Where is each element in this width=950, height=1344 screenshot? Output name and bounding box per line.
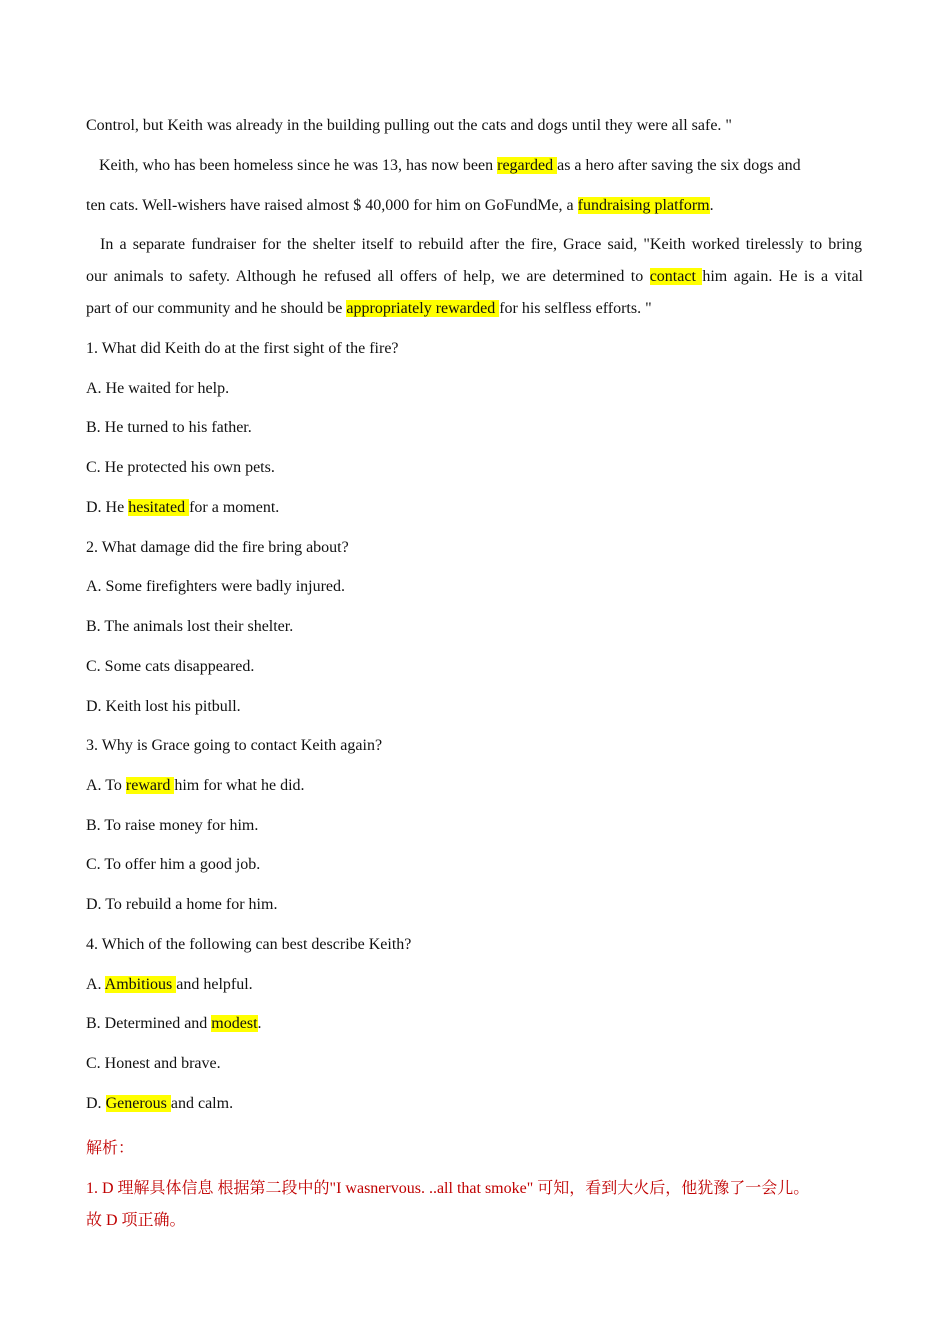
passage-text: our animals to safety. Although he refused all offers of help, we are determined to bbox=[86, 268, 650, 285]
option-text: B. Determined and bbox=[86, 1015, 212, 1032]
answer-option: D. Keith lost his pitbull. bbox=[86, 698, 241, 715]
option-text: him for what he did. bbox=[174, 777, 305, 794]
option-text: D. bbox=[86, 1095, 106, 1112]
answer-option bbox=[86, 1095, 233, 1113]
answer-option bbox=[86, 1015, 262, 1033]
answer-option: B. To raise money for him. bbox=[86, 817, 259, 834]
passage-text: Control, but Keith was already in the building pulling out the cats and dogs until they were all safe. " bbox=[86, 117, 732, 134]
highlighted-word: appropriately rewarded bbox=[346, 300, 500, 317]
passage-line bbox=[86, 197, 714, 215]
passage-text: . bbox=[709, 197, 714, 214]
answer-option: C. He protected his own pets. bbox=[86, 459, 275, 476]
analysis-text: 故 D 项正确。 bbox=[86, 1212, 186, 1229]
answer-option: A. He waited for help. bbox=[86, 380, 230, 397]
option-text: D. He bbox=[86, 499, 129, 516]
passage-line bbox=[86, 268, 863, 286]
answer-option: C. Some cats disappeared. bbox=[86, 658, 255, 675]
passage-line bbox=[86, 117, 732, 135]
passage-line bbox=[86, 300, 652, 318]
option-text: and calm. bbox=[170, 1095, 234, 1112]
question-stem: 2. What damage did the fire bring about? bbox=[86, 539, 349, 556]
option-text: . bbox=[257, 1015, 262, 1032]
highlighted-word: modest bbox=[211, 1015, 258, 1032]
question-stem: 3. Why is Grace going to contact Keith again? bbox=[86, 737, 383, 754]
option-text: for a moment. bbox=[189, 499, 280, 516]
passage-line bbox=[100, 236, 862, 254]
highlighted-word: fundraising platform bbox=[577, 197, 710, 214]
analysis-heading: 解析： bbox=[86, 1140, 135, 1157]
option-text: A. To bbox=[86, 777, 126, 794]
option-text: and helpful. bbox=[176, 976, 253, 993]
answer-option: C. To offer him a good job. bbox=[86, 856, 261, 873]
passage-text: part of our community and he should be bbox=[86, 300, 347, 317]
answer-option: A. Some firefighters were badly injured. bbox=[86, 578, 346, 595]
highlighted-word: contact bbox=[649, 268, 703, 285]
highlighted-word: reward bbox=[125, 777, 175, 794]
highlighted-word: Generous bbox=[105, 1095, 171, 1112]
passage-text: In a separate fundraiser for the shelter itself to rebuild after the fire, Grace said, "Keith worked tirelessly to bring bbox=[100, 236, 862, 253]
answer-option bbox=[86, 777, 305, 795]
answer-option: C. Honest and brave. bbox=[86, 1055, 221, 1072]
answer-option: D. To rebuild a home for him. bbox=[86, 896, 278, 913]
passage-text: as a hero after saving the six dogs and bbox=[557, 157, 801, 174]
answer-option bbox=[86, 976, 253, 994]
passage-line bbox=[99, 157, 801, 175]
highlighted-word: regarded bbox=[497, 157, 558, 174]
answer-option bbox=[86, 499, 279, 517]
passage-text: for his selfless efforts. " bbox=[499, 300, 652, 317]
answer-option: B. He turned to his father. bbox=[86, 419, 252, 436]
passage-text: ten cats. Well-wishers have raised almost $ 40,000 for him on GoFundMe, a bbox=[86, 197, 578, 214]
question-stem: 4. Which of the following can best describe Keith? bbox=[86, 936, 412, 953]
passage-text: Keith, who has been homeless since he was 13, has now been bbox=[99, 157, 498, 174]
passage-text: him again. He is a vital bbox=[702, 268, 863, 285]
answer-option: B. The animals lost their shelter. bbox=[86, 618, 294, 635]
analysis-text: 1. D 理解具体信息 根据第二段中的"I wasnervous. ..all that smoke" 可知，看到大火后，他犹豫了一会儿。 bbox=[86, 1180, 810, 1197]
question-stem: 1. What did Keith do at the first sight of the fire? bbox=[86, 340, 399, 357]
highlighted-word: Ambitious bbox=[104, 976, 177, 993]
option-text: A. bbox=[86, 976, 105, 993]
highlighted-word: hesitated bbox=[128, 499, 190, 516]
